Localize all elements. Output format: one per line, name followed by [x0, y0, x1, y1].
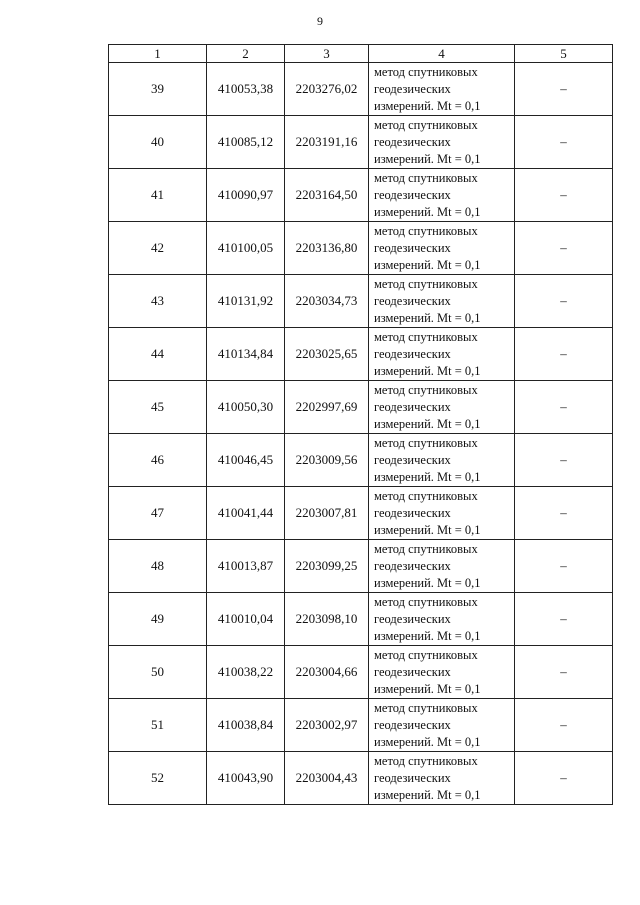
x-coordinate-cell: 410085,12 [207, 116, 285, 169]
column-header-1: 1 [109, 45, 207, 63]
method-cell [369, 699, 515, 752]
method-line: измерений. Mt = 0,1 [374, 522, 481, 537]
method-line: геодезических [374, 558, 451, 573]
point-number-cell: 42 [109, 222, 207, 275]
y-coordinate-cell: 2203002,97 [285, 699, 369, 752]
x-coordinate-cell: 410134,84 [207, 328, 285, 381]
method-line: геодезических [374, 611, 451, 626]
point-number-cell: 40 [109, 116, 207, 169]
method-line: измерений. Mt = 0,1 [374, 787, 481, 802]
method-line: геодезических [374, 505, 451, 520]
method-line: метод спутниковых [374, 117, 478, 132]
point-number-cell: 47 [109, 487, 207, 540]
x-coordinate-cell: 410013,87 [207, 540, 285, 593]
table-row [109, 752, 613, 805]
method-cell [369, 593, 515, 646]
method-line: геодезических [374, 81, 451, 96]
table-header-row [109, 45, 613, 63]
method-cell [369, 275, 515, 328]
method-line: метод спутниковых [374, 329, 478, 344]
method-line: измерений. Mt = 0,1 [374, 575, 481, 590]
method-cell [369, 116, 515, 169]
method-line: измерений. Mt = 0,1 [374, 310, 481, 325]
method-line: метод спутниковых [374, 753, 478, 768]
method-line: метод спутниковых [374, 594, 478, 609]
table-row [109, 328, 613, 381]
x-coordinate-cell: 410090,97 [207, 169, 285, 222]
method-line: измерений. Mt = 0,1 [374, 681, 481, 696]
method-line: измерений. Mt = 0,1 [374, 628, 481, 643]
method-cell [369, 381, 515, 434]
table-row [109, 222, 613, 275]
method-line: измерений. Mt = 0,1 [374, 204, 481, 219]
method-line: метод спутниковых [374, 276, 478, 291]
x-coordinate-cell: 410041,44 [207, 487, 285, 540]
y-coordinate-cell: 2203099,25 [285, 540, 369, 593]
y-coordinate-cell: 2203004,66 [285, 646, 369, 699]
method-line: геодезических [374, 770, 451, 785]
empty-value-cell: – [515, 222, 613, 275]
empty-value-cell: – [515, 63, 613, 116]
empty-value-cell: – [515, 699, 613, 752]
y-coordinate-cell: 2203164,50 [285, 169, 369, 222]
method-line: измерений. Mt = 0,1 [374, 257, 481, 272]
method-line: метод спутниковых [374, 170, 478, 185]
empty-value-cell: – [515, 328, 613, 381]
method-line: измерений. Mt = 0,1 [374, 151, 481, 166]
method-line: метод спутниковых [374, 488, 478, 503]
method-line: геодезических [374, 134, 451, 149]
x-coordinate-cell: 410038,22 [207, 646, 285, 699]
point-number-cell: 49 [109, 593, 207, 646]
point-number-cell: 43 [109, 275, 207, 328]
y-coordinate-cell: 2203009,56 [285, 434, 369, 487]
method-cell [369, 434, 515, 487]
empty-value-cell: – [515, 169, 613, 222]
method-line: геодезических [374, 452, 451, 467]
method-cell [369, 752, 515, 805]
empty-value-cell: – [515, 434, 613, 487]
method-line: измерений. Mt = 0,1 [374, 416, 481, 431]
method-cell [369, 63, 515, 116]
empty-value-cell: – [515, 275, 613, 328]
method-cell [369, 169, 515, 222]
empty-value-cell: – [515, 593, 613, 646]
method-line: метод спутниковых [374, 700, 478, 715]
method-line: геодезических [374, 399, 451, 414]
point-number-cell: 44 [109, 328, 207, 381]
point-number-cell: 52 [109, 752, 207, 805]
x-coordinate-cell: 410100,05 [207, 222, 285, 275]
table-row [109, 699, 613, 752]
method-line: геодезических [374, 240, 451, 255]
table-row [109, 540, 613, 593]
method-line: геодезических [374, 293, 451, 308]
coordinates-table [108, 44, 613, 805]
method-cell [369, 540, 515, 593]
point-number-cell: 51 [109, 699, 207, 752]
table-row [109, 381, 613, 434]
point-number-cell: 48 [109, 540, 207, 593]
y-coordinate-cell: 2203136,80 [285, 222, 369, 275]
method-line: метод спутниковых [374, 223, 478, 238]
y-coordinate-cell: 2203191,16 [285, 116, 369, 169]
empty-value-cell: – [515, 381, 613, 434]
method-cell [369, 487, 515, 540]
method-line: измерений. Mt = 0,1 [374, 469, 481, 484]
method-cell [369, 222, 515, 275]
x-coordinate-cell: 410010,04 [207, 593, 285, 646]
empty-value-cell: – [515, 646, 613, 699]
method-line: метод спутниковых [374, 382, 478, 397]
table-row [109, 646, 613, 699]
table-row [109, 169, 613, 222]
empty-value-cell: – [515, 752, 613, 805]
method-line: геодезических [374, 717, 451, 732]
method-line: геодезических [374, 346, 451, 361]
method-line: измерений. Mt = 0,1 [374, 734, 481, 749]
y-coordinate-cell: 2203025,65 [285, 328, 369, 381]
table-row [109, 487, 613, 540]
method-line: измерений. Mt = 0,1 [374, 98, 481, 113]
y-coordinate-cell: 2203098,10 [285, 593, 369, 646]
table-row [109, 593, 613, 646]
x-coordinate-cell: 410053,38 [207, 63, 285, 116]
method-line: метод спутниковых [374, 64, 478, 79]
y-coordinate-cell: 2203004,43 [285, 752, 369, 805]
y-coordinate-cell: 2203034,73 [285, 275, 369, 328]
method-cell [369, 646, 515, 699]
point-number-cell: 45 [109, 381, 207, 434]
empty-value-cell: – [515, 540, 613, 593]
y-coordinate-cell: 2203276,02 [285, 63, 369, 116]
method-line: геодезических [374, 187, 451, 202]
method-line: метод спутниковых [374, 541, 478, 556]
x-coordinate-cell: 410131,92 [207, 275, 285, 328]
column-header-5: 5 [515, 45, 613, 63]
table-row [109, 116, 613, 169]
x-coordinate-cell: 410050,30 [207, 381, 285, 434]
method-line: метод спутниковых [374, 647, 478, 662]
column-header-2: 2 [207, 45, 285, 63]
page-number: 9 [317, 14, 323, 28]
x-coordinate-cell: 410046,45 [207, 434, 285, 487]
y-coordinate-cell: 2203007,81 [285, 487, 369, 540]
x-coordinate-cell: 410043,90 [207, 752, 285, 805]
method-line: измерений. Mt = 0,1 [374, 363, 481, 378]
empty-value-cell: – [515, 116, 613, 169]
y-coordinate-cell: 2202997,69 [285, 381, 369, 434]
point-number-cell: 39 [109, 63, 207, 116]
x-coordinate-cell: 410038,84 [207, 699, 285, 752]
point-number-cell: 41 [109, 169, 207, 222]
point-number-cell: 50 [109, 646, 207, 699]
column-header-4: 4 [369, 45, 515, 63]
table-row [109, 63, 613, 116]
method-cell [369, 328, 515, 381]
method-line: геодезических [374, 664, 451, 679]
table-row [109, 275, 613, 328]
table-row [109, 434, 613, 487]
empty-value-cell: – [515, 487, 613, 540]
column-header-3: 3 [285, 45, 369, 63]
point-number-cell: 46 [109, 434, 207, 487]
method-line: метод спутниковых [374, 435, 478, 450]
